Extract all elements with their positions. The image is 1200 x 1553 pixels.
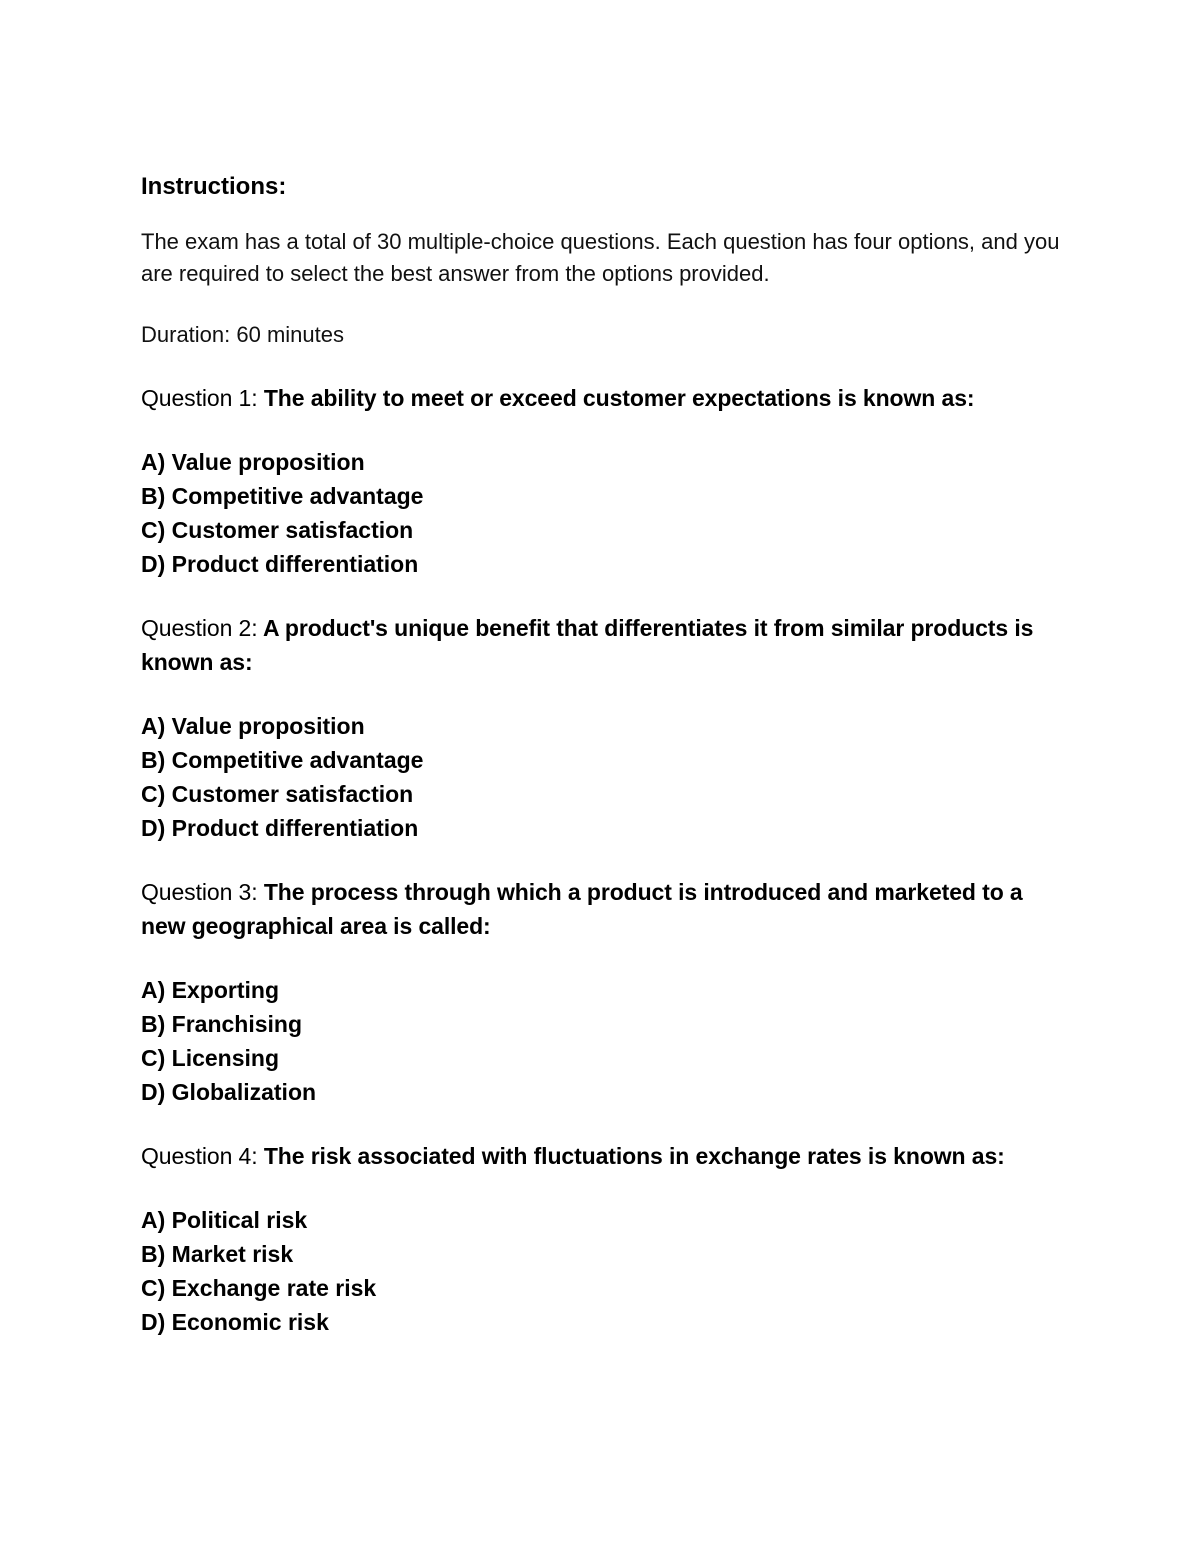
question-1-option-c[interactable]: C) Customer satisfaction [141,517,414,543]
question-4-option-c[interactable]: C) Exchange rate risk [141,1275,377,1301]
exam-duration: Duration: 60 minutes [141,322,344,347]
question-3-option-d[interactable]: D) Globalization [141,1079,317,1105]
question-1-options [141,445,1061,581]
question-1-option-a[interactable]: A) Value proposition [141,449,365,475]
question-2-option-d[interactable]: D) Product differentiation [141,815,419,841]
question-1-text [141,381,1061,415]
question-2-label: Question 2: [141,615,258,641]
exam-page [141,170,1061,1339]
question-2-option-c[interactable]: C) Customer satisfaction [141,781,414,807]
question-4-option-d[interactable]: D) Economic risk [141,1309,329,1335]
question-2-option-a[interactable]: A) Value proposition [141,713,365,739]
question-3-prompt: The process through which a product is introduced and marketed to a new geographical area is called: [141,879,1023,939]
question-3-option-b[interactable]: B) Franchising [141,1011,303,1037]
question-1-label: Question 1: [141,385,258,411]
question-1-option-b[interactable]: B) Competitive advantage [141,483,424,509]
question-4 [141,1139,1061,1339]
question-3-option-c[interactable]: C) Licensing [141,1045,280,1071]
question-2 [141,611,1061,845]
question-3-options [141,973,1061,1109]
question-4-option-b[interactable]: B) Market risk [141,1241,294,1267]
question-4-text [141,1139,1061,1173]
question-4-option-a[interactable]: A) Political risk [141,1207,308,1233]
question-3-label: Question 3: [141,879,258,905]
question-3-text [141,875,1061,943]
question-2-options [141,709,1061,845]
question-3 [141,875,1061,1109]
question-1 [141,381,1061,581]
question-4-label: Question 4: [141,1143,258,1169]
question-1-prompt: The ability to meet or exceed customer expectations is known as: [263,385,975,411]
question-2-prompt: A product's unique benefit that differentiates it from similar products is known as: [141,615,1034,675]
question-2-option-b[interactable]: B) Competitive advantage [141,747,424,773]
question-4-prompt: The risk associated with fluctuations in exchange rates is known as: [263,1143,1005,1169]
question-2-text [141,611,1061,679]
instructions-heading: Instructions: [141,173,287,200]
question-3-option-a[interactable]: A) Exporting [141,977,279,1003]
question-1-option-d[interactable]: D) Product differentiation [141,551,419,577]
instructions-intro: The exam has a total of 30 multiple-choice questions. Each question has four options, and you are required to select the best answer from the options provided. [141,229,1060,286]
question-4-options [141,1203,1061,1339]
